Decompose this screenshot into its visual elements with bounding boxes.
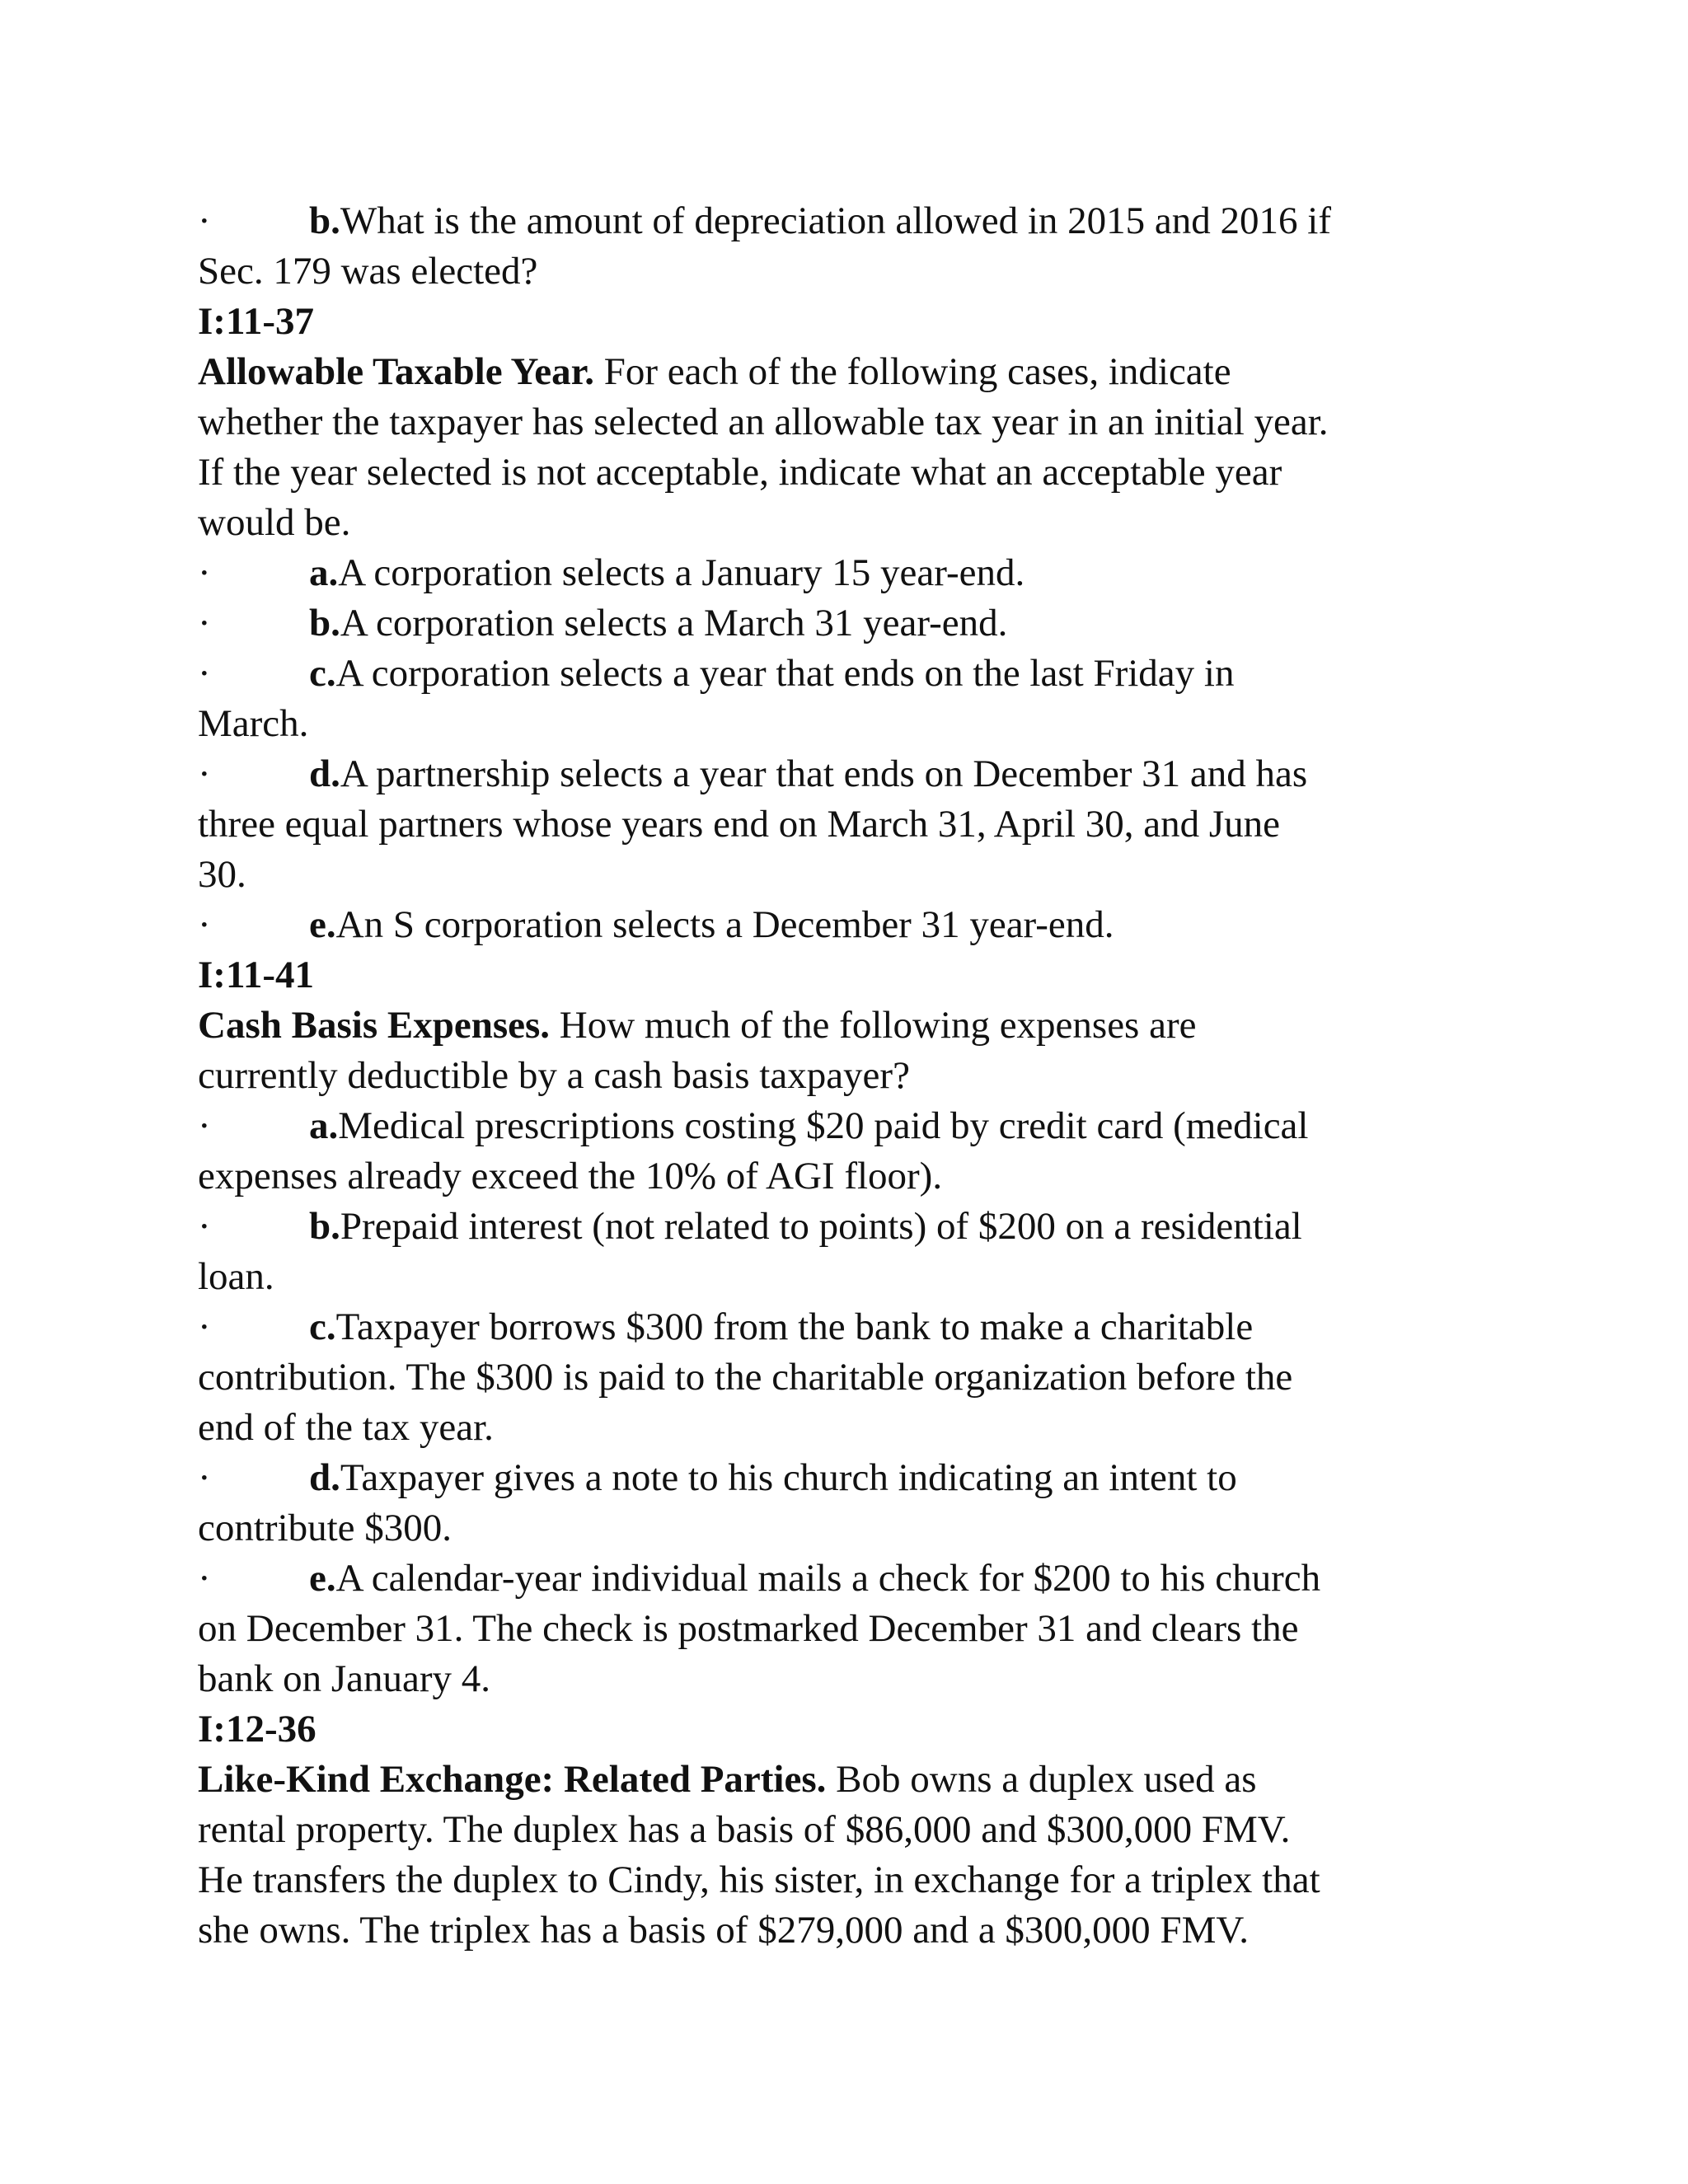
statement-text: How much of the following expenses are [550, 1004, 1197, 1047]
problem-code: I:12-36 [198, 1708, 316, 1750]
bullet: · [198, 1456, 211, 1499]
statement-line: would be. [198, 501, 351, 544]
item-continuation: three equal partners whose years end on March 31, April 30, and June [198, 803, 1280, 846]
bullet: · [198, 752, 211, 795]
item-text: A partnership selects a year that ends on December 31 and has [340, 752, 1308, 795]
item-continuation: contribute $300. [198, 1507, 452, 1549]
bullet: · [198, 1205, 211, 1248]
bullet: · [198, 551, 211, 594]
item-text: Medical prescriptions costing $20 paid by credit card (medical [338, 1104, 1309, 1147]
item-continuation: on December 31. The check is postmarked December 31 and clears the [198, 1607, 1299, 1650]
problem-statement [198, 1755, 1500, 1805]
statement-line: currently deductible by a cash basis taxpayer? [198, 1054, 910, 1097]
item-label: a. [309, 1104, 339, 1147]
item-continuation: March. [198, 702, 309, 745]
bullet: · [198, 652, 211, 695]
list-item [198, 1101, 1500, 1151]
item-label: e. [309, 1557, 336, 1600]
list-item [198, 598, 1500, 649]
item-label: d. [309, 752, 340, 795]
list-item [198, 749, 1500, 799]
statement-line: she owns. The triplex has a basis of $279,000 and a $300,000 FMV. [198, 1909, 1249, 1952]
statement-line: whether the taxpayer has selected an allowable tax year in an initial year. [198, 401, 1329, 443]
document-page [198, 196, 1500, 1956]
item-text: A corporation selects a year that ends on the last Friday in [335, 652, 1235, 695]
list-item [198, 196, 1500, 246]
list-item [198, 548, 1500, 598]
item-text: Taxpayer borrows $300 from the bank to make a charitable [335, 1305, 1254, 1348]
item-label: b. [309, 199, 340, 242]
list-item [198, 1302, 1500, 1352]
problem-title: Like-Kind Exchange: Related Parties. [198, 1758, 827, 1801]
item-text: A calendar-year individual mails a check for $200 to his church [335, 1557, 1321, 1600]
item-continuation: 30. [198, 853, 246, 896]
problem-code: I:11-41 [198, 954, 314, 996]
bullet: · [198, 903, 211, 946]
bullet: · [198, 1305, 211, 1348]
list-item [198, 1202, 1500, 1252]
item-text: Prepaid interest (not related to points) of $200 on a residential [340, 1205, 1302, 1248]
item-continuation: bank on January 4. [198, 1657, 491, 1700]
item-text: An S corporation selects a December 31 year-end. [335, 903, 1114, 946]
statement-text: For each of the following cases, indicate [593, 350, 1231, 393]
statement-text: Bob owns a duplex used as [826, 1758, 1257, 1801]
problem-title: Cash Basis Expenses. [198, 1004, 551, 1047]
list-item [198, 649, 1500, 699]
item-text: What is the amount of depreciation allowed in 2015 and 2016 if [340, 199, 1331, 242]
list-item [198, 900, 1500, 950]
problem-statement [198, 347, 1500, 397]
item-label: c. [309, 652, 336, 695]
item-label: a. [309, 551, 339, 594]
problem-statement [198, 1001, 1500, 1051]
item-text: A corporation selects a March 31 year-end. [340, 602, 1008, 644]
item-continuation: Sec. 179 was elected? [198, 250, 538, 293]
statement-line: He transfers the duplex to Cindy, his sister, in exchange for a triplex that [198, 1858, 1320, 1901]
problem-title: Allowable Taxable Year. [198, 350, 594, 393]
item-continuation: expenses already exceed the 10% of AGI floor). [198, 1155, 943, 1197]
item-label: d. [309, 1456, 340, 1499]
item-text: A corporation selects a January 15 year-end. [338, 551, 1025, 594]
problem-code: I:11-37 [198, 300, 314, 343]
item-label: c. [309, 1305, 336, 1348]
list-item [198, 1554, 1500, 1604]
statement-line: rental property. The duplex has a basis of $86,000 and $300,000 FMV. [198, 1808, 1291, 1851]
item-continuation: loan. [198, 1255, 274, 1298]
item-continuation: contribution. The $300 is paid to the charitable organization before the [198, 1356, 1293, 1399]
bullet: · [198, 1557, 211, 1600]
bullet: · [198, 1104, 211, 1147]
statement-line: If the year selected is not acceptable, indicate what an acceptable year [198, 451, 1282, 494]
item-continuation: end of the tax year. [198, 1406, 494, 1449]
bullet: · [198, 199, 211, 242]
item-label: b. [309, 602, 340, 644]
bullet: · [198, 602, 211, 644]
item-text: Taxpayer gives a note to his church indicating an intent to [340, 1456, 1237, 1499]
item-label: b. [309, 1205, 340, 1248]
item-label: e. [309, 903, 336, 946]
list-item [198, 1453, 1500, 1503]
